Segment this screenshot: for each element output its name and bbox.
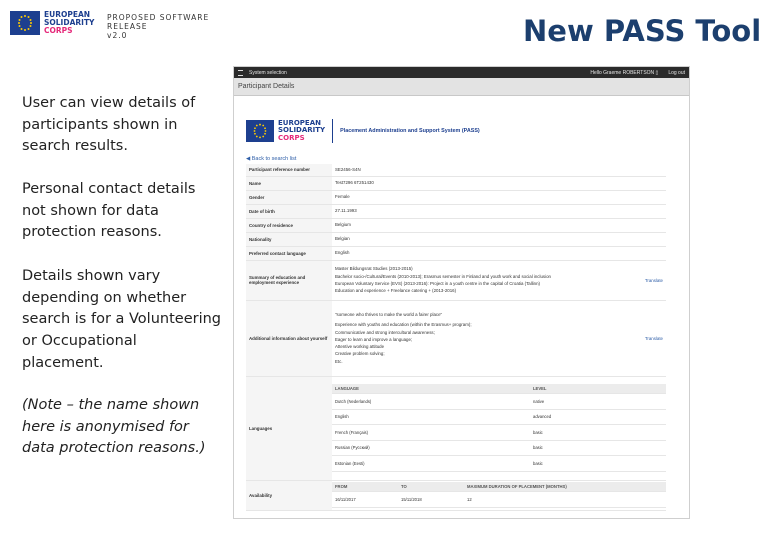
pass-logo-line-3: CORPS <box>278 133 305 142</box>
column-header-language: LANGUAGE <box>332 384 530 394</box>
detail-value: English <box>332 246 666 260</box>
column-header-duration: MAXIMUM DURATION OF PLACEMENT (MONTHS) <box>464 482 666 492</box>
detail-row-dob <box>246 204 666 218</box>
detail-label: Availability <box>246 480 332 510</box>
detail-row-gender <box>246 190 666 204</box>
detail-label: Date of birth <box>246 204 332 218</box>
release-label <box>107 13 209 40</box>
column-header-to: TO <box>398 482 464 492</box>
language-level: native <box>530 394 666 410</box>
availability-table <box>332 482 666 508</box>
table-row <box>332 425 666 441</box>
availability-header-row <box>332 482 666 492</box>
availability-to: 15/11/2018 <box>398 492 464 508</box>
detail-label: Nationality <box>246 232 332 246</box>
logo-wordmark <box>44 11 95 36</box>
detail-value <box>332 300 626 376</box>
summary-line: Master Bildungsrat Studies (2013-2015) <box>335 266 413 272</box>
pass-system-title: Placement Administration and Support System (PASS) <box>340 128 480 134</box>
note-anonymised: (Note – the name shown here is anonymised for data protection reasons.) <box>22 397 206 457</box>
release-line-2: RELEASE <box>107 22 148 31</box>
detail-value: Belgian <box>332 232 666 246</box>
detail-row-reference <box>246 164 666 176</box>
detail-value: SE2456-S4N <box>332 164 666 176</box>
back-to-search-link[interactable] <box>246 156 296 162</box>
logo-line-1: EUROPEAN <box>44 9 91 19</box>
language-name: Dutch (Nederlands) <box>332 394 530 410</box>
languages-cell <box>332 376 666 480</box>
table-row <box>332 440 666 456</box>
languages-table <box>332 384 666 472</box>
detail-row-name <box>246 176 666 190</box>
detail-value: 27.11.1993 <box>332 204 666 218</box>
column-header-level: LEVEL <box>530 384 666 394</box>
availability-duration: 12 <box>464 492 666 508</box>
logo-divider <box>332 119 333 143</box>
detail-label: Gender <box>246 190 332 204</box>
detail-label: Languages <box>246 376 332 480</box>
pass-screenshot <box>233 66 690 519</box>
detail-label: Name <box>246 176 332 190</box>
translate-link[interactable]: Translate <box>626 300 666 376</box>
pass-logo-line-1: EUROPEAN <box>278 118 321 127</box>
availability-from: 16/11/2017 <box>332 492 398 508</box>
system-selection-menu[interactable]: System selection <box>249 69 287 76</box>
logo-line-3: CORPS <box>44 26 73 36</box>
detail-row-preferred-language <box>246 246 666 260</box>
summary-line: European Voluntary Service (EVS) (2013-2016): Project in a youth centre in the capital of Croatia (Tallinn) <box>335 281 541 286</box>
detail-row-languages <box>246 376 666 480</box>
detail-label: Participant reference number <box>246 164 332 176</box>
language-name: Russian (Русский) <box>332 440 530 456</box>
detail-row-country <box>246 218 666 232</box>
note-details-vary: Details shown vary depending on whether search is for a Volunteering or Occupational placement. <box>22 268 221 371</box>
detail-row-nationality <box>246 232 666 246</box>
detail-value <box>332 260 626 300</box>
menu-icon[interactable] <box>238 70 243 76</box>
note-data-protection: Personal contact details not shown for data protection reasons. <box>22 181 196 241</box>
translate-link[interactable]: Translate <box>626 260 666 300</box>
languages-header-row <box>332 384 666 394</box>
logo-line-2: SOLIDARITY <box>44 17 95 27</box>
summary-line: Bachelor socio-/Cultural/Events (2010-2013); Erasmus semester in Finland and youth work and social inclusion <box>335 273 551 279</box>
note-view-details: User can view details of participants shown in search results. <box>22 95 196 155</box>
app-topbar <box>234 67 689 78</box>
additional-line: Creative problem solving; <box>335 351 385 357</box>
detail-row-additional-info <box>246 300 666 376</box>
pass-logo-line-2: SOLIDARITY <box>278 126 326 135</box>
participant-details-table <box>246 164 666 511</box>
detail-row-availability <box>246 480 666 510</box>
availability-cell <box>332 480 666 510</box>
pass-logo-wordmark <box>278 120 325 143</box>
detail-label: Country of residence <box>246 218 332 232</box>
additional-line: Communicative and strong intercultural awareness; <box>335 329 435 335</box>
pass-logo <box>246 117 496 145</box>
release-line-1: PROPOSED SOFTWARE <box>107 13 210 22</box>
additional-line: Etc. <box>335 358 343 364</box>
detail-value: Test7296 6T251430 <box>332 176 666 190</box>
summary-line: Education and experience + Freelance catering + (2013-2016) <box>335 288 457 294</box>
language-level: basic <box>530 425 666 441</box>
detail-row-education-summary <box>246 260 666 300</box>
column-header-from: FROM <box>332 482 398 492</box>
logout-link[interactable]: Log out <box>668 69 685 76</box>
additional-line: Experience with youths and education (within the Erasmus+ program); <box>335 322 472 328</box>
detail-value: Female <box>332 190 666 204</box>
eu-flag-icon <box>246 120 274 142</box>
eu-flag-icon <box>10 11 40 35</box>
language-name: Estonian (Eesti) <box>332 456 530 472</box>
page-heading: Participant Details <box>234 78 689 96</box>
back-link-label: Back to search list <box>251 156 297 162</box>
slide-title: New PASS Tool <box>523 14 761 48</box>
additional-line: Eager to learn and improve a language; <box>335 336 413 342</box>
language-level: advanced <box>530 409 666 425</box>
detail-label: Preferred contact language <box>246 246 332 260</box>
detail-label: Additional information about yourself <box>246 300 332 376</box>
european-solidarity-corps-logo <box>10 8 98 38</box>
language-name: French (Français) <box>332 425 530 441</box>
language-level: basic <box>530 456 666 472</box>
detail-value: Belgium <box>332 218 666 232</box>
release-version: v2.0 <box>107 31 128 40</box>
language-name: English <box>332 409 530 425</box>
language-level: basic <box>530 440 666 456</box>
table-row <box>332 456 666 472</box>
table-row <box>332 492 666 508</box>
detail-label: Summary of education and employment experience <box>246 260 332 300</box>
table-row <box>332 394 666 410</box>
user-greeting: Hello Graeme ROBERTSON ▯ <box>590 69 659 76</box>
table-row <box>332 409 666 425</box>
additional-line: Attentive working attitude <box>335 344 385 350</box>
back-arrow-icon: ◀ <box>246 156 251 162</box>
additional-line: "someone who thrives to make the world a fairer place" <box>335 311 443 317</box>
